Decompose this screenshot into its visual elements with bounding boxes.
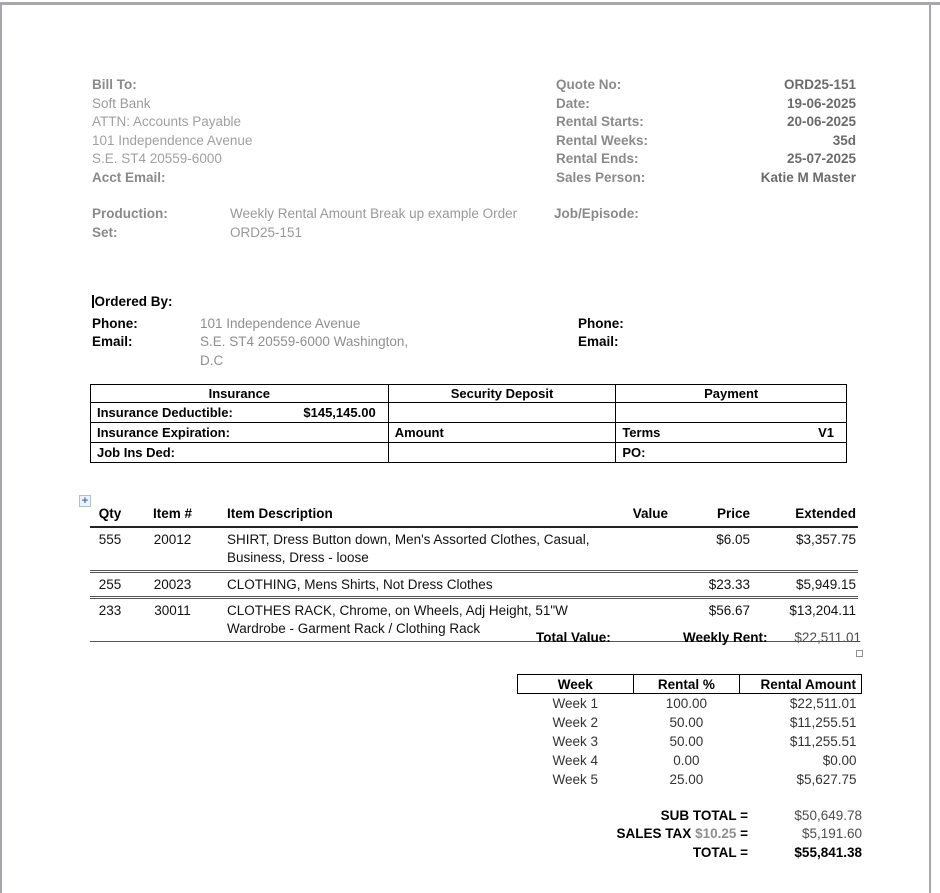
quote-no-label: Quote No: — [556, 77, 622, 92]
item-2-price: $23.33 — [676, 571, 754, 598]
production-label: Production: — [92, 206, 168, 221]
items-table — [90, 503, 858, 642]
qty-header: Qty — [90, 503, 130, 527]
phone-value: 101 Independence Avenue — [200, 315, 361, 331]
sales-tax-rate: $10.25 — [695, 826, 737, 842]
item-row-1 — [90, 527, 858, 571]
insurance-expiration-label: Insurance Expiration: — [91, 423, 389, 443]
week-4-pct: 0.00 — [673, 752, 700, 768]
insurance-table — [90, 384, 847, 463]
sales-person-row — [556, 169, 856, 188]
value-header: Value — [600, 503, 676, 527]
terms-value: V1 — [818, 425, 834, 440]
week-4-label: Week 4 — [552, 752, 599, 768]
sales-tax-equals: = — [736, 826, 748, 842]
page-border-top — [0, 2, 940, 5]
week-row-1 — [518, 694, 862, 713]
insurance-deductible-row — [91, 403, 847, 423]
item-1-extended: $3,357.75 — [754, 527, 858, 571]
week-1-amount: $22,511.01 — [789, 695, 857, 711]
rental-weeks-value: 35d — [832, 132, 856, 148]
amount-empty-cell — [388, 443, 616, 463]
week-row-5 — [518, 770, 862, 789]
item-1-description: SHIRT, Dress Button down, Men's Assorted Clothes, Casual, Business, Dress - loose — [215, 527, 600, 571]
set-row — [92, 224, 520, 243]
rental-starts-label: Rental Starts: — [556, 114, 644, 130]
item-number-header: Item # — [130, 503, 215, 527]
rental-ends-row — [556, 150, 856, 169]
payment-empty-cell — [616, 403, 847, 423]
rental-ends-value: 25-07-2025 — [786, 151, 856, 167]
date-value: 19-06-2025 — [786, 95, 856, 111]
sub-total-row — [500, 807, 862, 825]
week-header: Week — [518, 675, 634, 694]
insurance-header: Insurance — [91, 385, 389, 403]
week-3-amount: $11,255.51 — [789, 733, 857, 749]
sales-person-value: Katie M Master — [760, 169, 856, 185]
price-header: Price — [676, 503, 754, 527]
week-2-amount: $11,255.51 — [789, 714, 857, 730]
phone-label: Phone: — [92, 315, 138, 331]
insurance-deductible-label: Insurance Deductible: — [97, 405, 233, 420]
insurance-deductible-value: $145,145.00 — [303, 405, 376, 420]
weekly-rent-label: Weekly Rent: — [683, 630, 768, 645]
week-row-2 — [518, 713, 862, 732]
bill-to-address2: S.E. ST4 20559-6000 — [92, 151, 222, 166]
item-1-number: 20012 — [130, 527, 215, 571]
week-3-pct: 50.00 — [669, 733, 704, 749]
amount-label: Amount — [388, 423, 616, 443]
item-2-number: 20023 — [130, 571, 215, 598]
total-value: $55,841.38 — [794, 844, 862, 860]
items-header-row — [90, 503, 858, 527]
quote-no-row — [556, 76, 856, 95]
sales-tax-label: SALES TAX — [616, 826, 696, 842]
rental-pct-header: Rental % — [633, 675, 740, 694]
totals-section — [500, 807, 862, 862]
security-deposit-empty-cell — [388, 403, 616, 423]
payment-header: Payment — [616, 385, 847, 403]
week-1-pct: 100.00 — [665, 695, 708, 711]
ordered-by-label: Ordered By: — [94, 294, 173, 309]
item-description-header: Item Description — [215, 503, 600, 527]
item-1-qty: 555 — [90, 527, 130, 571]
email-row — [92, 333, 852, 370]
production-section — [92, 205, 520, 242]
bill-to-label: Bill To: — [92, 77, 137, 92]
week-breakdown-table — [517, 674, 862, 789]
total-label: TOTAL = — [692, 844, 748, 860]
insurance-expiration-row — [91, 423, 847, 443]
item-3-extended: $13,204.11 — [754, 598, 858, 642]
week-2-pct: 50.00 — [669, 714, 704, 730]
email-value: S.E. ST4 20559-6000 Washington, D.C — [200, 334, 409, 368]
table-resize-handle[interactable] — [856, 650, 863, 657]
item-row-2 — [90, 571, 858, 598]
production-row — [92, 205, 520, 224]
total-row — [500, 844, 862, 862]
extended-header: Extended — [754, 503, 858, 527]
acct-email-label: Acct Email: — [92, 169, 166, 185]
rental-starts-value: 20-06-2025 — [786, 114, 856, 130]
week-header-row — [518, 675, 862, 694]
security-deposit-header: Security Deposit — [388, 385, 616, 403]
bill-to-attn: ATTN: Accounts Payable — [92, 114, 242, 129]
week-5-amount: $5,627.75 — [796, 771, 857, 787]
week-row-4 — [518, 751, 862, 770]
sub-total-label: SUB TOTAL = — [660, 808, 748, 823]
item-3-price: $56.67 — [676, 598, 754, 642]
po-label: PO: — [616, 443, 847, 463]
table-move-handle-icon[interactable]: + — [79, 495, 91, 507]
week-4-amount: $0.00 — [822, 752, 857, 768]
quote-info-section — [556, 76, 856, 188]
job-ins-ded-row — [91, 443, 847, 463]
item-2-description: CLOTHING, Mens Shirts, Not Dress Clothes — [215, 571, 600, 598]
production-value: Weekly Rental Amount Break up example Order — [230, 206, 518, 221]
job-episode-label: Job/Episode: — [554, 206, 639, 221]
bill-to-address1: 101 Independence Avenue — [92, 132, 253, 148]
bill-to-company: Soft Bank — [92, 95, 151, 111]
right-email-label: Email: — [578, 334, 619, 349]
item-2-qty: 255 — [90, 571, 130, 598]
week-row-3 — [518, 732, 862, 751]
rental-starts-row — [556, 113, 856, 132]
quote-no-value: ORD25-151 — [783, 77, 856, 92]
item-3-value — [600, 598, 676, 642]
rental-amount-header: Rental Amount — [740, 675, 862, 694]
page-border-left — [0, 4, 2, 893]
email-label: Email: — [92, 334, 133, 349]
insurance-header-row — [91, 385, 847, 403]
sales-tax-row — [500, 825, 862, 843]
sub-total-value: $50,649.78 — [794, 808, 862, 823]
rental-weeks-label: Rental Weeks: — [556, 132, 649, 148]
set-label: Set: — [92, 224, 118, 240]
item-2-value — [600, 571, 676, 598]
week-2-label: Week 2 — [552, 714, 599, 730]
item-3-qty: 233 — [90, 598, 130, 642]
item-1-value — [600, 527, 676, 571]
sales-person-label: Sales Person: — [556, 169, 646, 185]
sales-tax-value: $5,191.60 — [801, 826, 862, 842]
week-5-label: Week 5 — [552, 771, 599, 787]
week-3-label: Week 3 — [552, 733, 599, 749]
item-1-price: $6.05 — [676, 527, 754, 571]
week-5-pct: 25.00 — [669, 771, 704, 787]
right-phone-label: Phone: — [578, 315, 624, 331]
page-border-right — [929, 4, 931, 893]
rental-ends-label: Rental Ends: — [556, 151, 639, 167]
total-value-label: Total Value: — [536, 630, 611, 645]
rental-weeks-row — [556, 132, 856, 151]
ordered-by-row — [92, 293, 852, 312]
phone-row — [92, 315, 852, 334]
text-cursor — [92, 295, 94, 308]
item-2-extended: $5,949.15 — [754, 571, 858, 598]
date-label: Date: — [556, 95, 590, 111]
weekly-rent-value: $22,511.01 — [794, 630, 861, 645]
set-value: ORD25-151 — [230, 224, 303, 240]
bill-to-section — [92, 76, 252, 187]
date-row — [556, 95, 856, 114]
job-ins-ded-label: Job Ins Ded: — [91, 443, 389, 463]
terms-label: Terms — [622, 425, 661, 440]
week-1-label: Week 1 — [552, 695, 599, 711]
item-3-description: CLOTHES RACK, Chrome, on Wheels, Adj Height, 51"W Wardrobe - Garment Rack / Clothing Rack — [215, 598, 600, 642]
ordered-by-section — [92, 293, 852, 370]
item-3-number: 30011 — [130, 598, 215, 642]
